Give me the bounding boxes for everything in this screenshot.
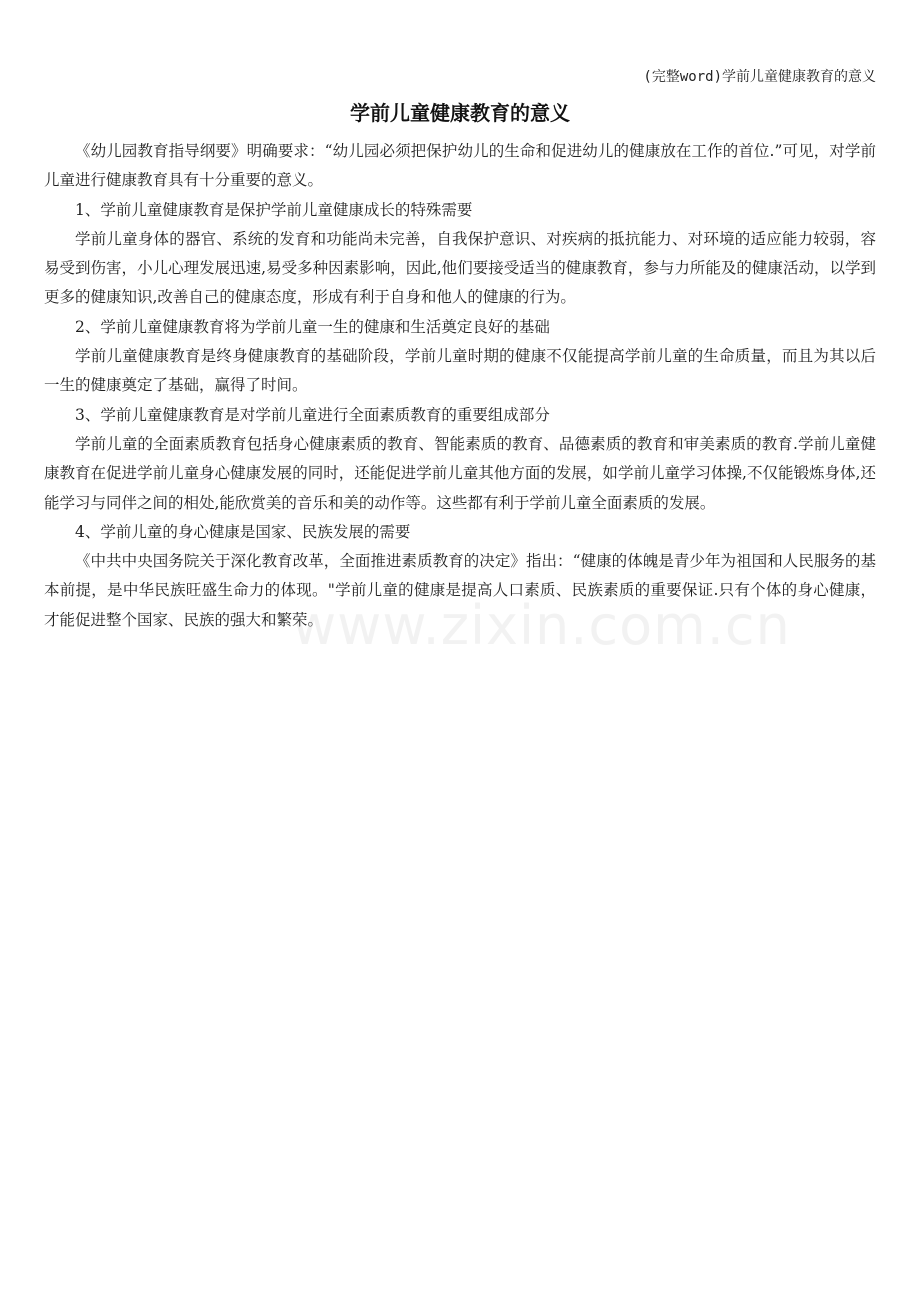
section-4-body: 《中共中央国务院关于深化教育改革，全面推进素质教育的决定》指出：“健康的体魄是青少年为祖国和人民服务的基本前提，是中华民族旺盛生命力的体现。"学前儿童的健康是提高人口素质、民族素质的重要保证.只有个体的身心健康，才能促进整个国家、民族的强大和繁荣。 — [44, 552, 876, 629]
section-4-heading: 4、学前儿童的身心健康是国家、民族发展的需要 — [75, 522, 411, 541]
running-header: (完整word)学前儿童健康教育的意义 — [643, 69, 876, 85]
watermark-text: www.zixin.com.cn — [292, 594, 791, 657]
section-1-body: 学前儿童身体的器官、系统的发育和功能尚未完善，自我保护意识、对疾病的抵抗能力、对环境的适应能力较弱，容易受到伤害，小儿心理发展迅速,易受多种因素影响，因此,他们要接受适当的健康教育，参与力所能及的健康活动，以学到更多的健康知识,改善自己的健康态度，形成有利于自身和他人的健康的行为。 — [44, 229, 876, 307]
section-2-heading: 2、学前儿童健康教育将为学前儿童一生的健康和生活奠定良好的基础 — [75, 317, 550, 336]
section-1-heading: 1、学前儿童健康教育是保护学前儿童健康成长的特殊需要 — [75, 200, 473, 219]
section-3-body: 学前儿童的全面素质教育包括身心健康素质的教育、智能素质的教育、品德素质的教育和审美素质的教育.学前儿童健康教育在促进学前儿童身心健康发展的同时，还能促进学前儿童其他方面的发展，如学前儿童学习体操,不仅能锻炼身体,还能学习与同伴之间的相处,能欣赏美的音乐和美的动作等。这些都有利于学前儿童全面素质的发展。 — [44, 434, 876, 512]
document-title: 学前儿童健康教育的意义 — [350, 101, 570, 125]
section-2-body: 学前儿童健康教育是终身健康教育的基础阶段，学前儿童时期的健康不仅能提高学前儿童的生命质量，而且为其以后一生的健康奠定了基础，赢得了时间。 — [44, 347, 876, 395]
intro-paragraph: 《幼儿园教育指导纲要》明确要求：“幼儿园必须把保护幼儿的生命和促进幼儿的健康放在工作的首位.”可见，对学前儿童进行健康教育具有十分重要的意义。 — [44, 142, 876, 190]
section-3-heading: 3、学前儿童健康教育是对学前儿童进行全面素质教育的重要组成部分 — [75, 405, 550, 424]
document-body — [44, 137, 876, 635]
